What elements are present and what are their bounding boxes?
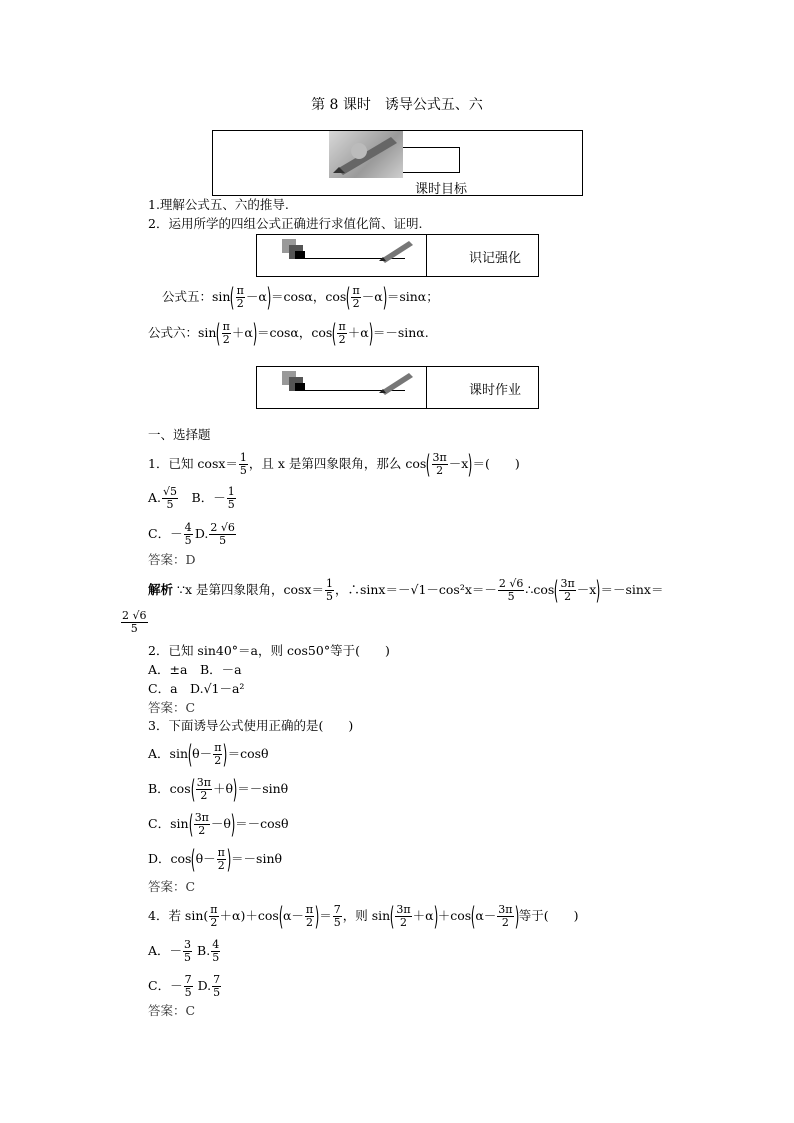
denominator: 2: [198, 824, 206, 837]
fraction: [222, 321, 231, 346]
question-3-answer: 答案：C: [148, 879, 196, 894]
paren: ): [252, 318, 258, 349]
text: ，∴sinx＝－√1－cos²x＝－: [334, 582, 497, 597]
question-4-options-ab: [148, 935, 221, 967]
option-label: B．－: [179, 490, 226, 505]
pen-icon: [377, 239, 417, 263]
fraction: [227, 486, 236, 511]
denominator: 2: [501, 916, 509, 929]
paren: (: [188, 809, 193, 840]
goal-2: 2．运用所学的四组公式正确进行求值化简、证明.: [148, 216, 423, 231]
formula-five: [162, 282, 439, 312]
formula-five-label: 公式五：: [162, 289, 213, 304]
fraction: [333, 904, 342, 929]
term: ＋θ: [213, 781, 234, 796]
numerator: π: [338, 320, 346, 333]
denominator: 5: [239, 464, 247, 477]
paren: ): [514, 901, 519, 932]
question-1-options-ab: [148, 482, 237, 514]
numerator: √5: [163, 485, 178, 498]
text: ＝－cosθ: [235, 816, 289, 831]
fraction: [337, 321, 346, 346]
text: B．cos: [148, 781, 191, 796]
question-2-options-ab: A．±a B．－a: [148, 662, 242, 677]
equals-text: ＝sinα；: [386, 289, 439, 304]
option-label: A．－: [148, 943, 183, 958]
numerator: 2 √6: [122, 609, 147, 622]
text: ＝－sinθ: [237, 781, 289, 796]
term: α－: [475, 908, 497, 923]
numerator: π: [305, 903, 314, 916]
objectives-banner: [212, 130, 583, 196]
question-1-options-cd: [148, 518, 237, 550]
objectives-label: 课时目标: [415, 182, 468, 197]
goal-1: 1.理解公式五、六的推导.: [148, 197, 289, 212]
denominator: 5: [333, 916, 341, 929]
option-label: A.: [148, 490, 162, 505]
numerator: π: [217, 846, 225, 859]
text: D．cos: [148, 851, 192, 866]
fraction: [236, 285, 245, 310]
fraction: [196, 777, 212, 802]
paren: (: [230, 282, 235, 313]
question-2-answer: 答案：C: [148, 700, 196, 715]
cos-text: cos: [325, 289, 347, 304]
option-label: C．－: [148, 526, 183, 541]
option-label: D.: [197, 978, 212, 993]
numerator: 2 √6: [498, 577, 524, 590]
fraction: [498, 578, 525, 603]
text: C．sin: [148, 816, 189, 831]
option-label: C．－: [148, 978, 183, 993]
text: 1．已知 cosx＝: [148, 456, 238, 471]
term: ＋α: [347, 325, 369, 340]
question-1-analysis-result: [120, 606, 149, 638]
question-4-options-cd: [148, 970, 222, 1002]
fraction: [184, 974, 193, 999]
memo-banner: [256, 234, 539, 277]
numerator: 3π: [560, 577, 575, 590]
denominator: 5: [219, 534, 227, 547]
denominator: 2: [306, 916, 313, 929]
question-2-stem: 2．已知 sin40°＝a，则 cos50°等于( ): [148, 643, 390, 658]
paren: (: [426, 449, 431, 480]
fraction: [497, 904, 513, 929]
paren: ): [223, 739, 228, 770]
paren: (: [278, 901, 284, 932]
text: A．sin: [148, 746, 188, 761]
denominator: 2: [352, 297, 360, 310]
denominator: 2: [222, 333, 230, 346]
question-4-stem: [148, 900, 578, 932]
text: ，且 x 是第四象限角，那么 cos: [248, 456, 427, 471]
fraction: [211, 939, 220, 964]
paren: ): [382, 282, 388, 313]
denominator: 5: [227, 498, 235, 511]
fraction: [213, 742, 222, 767]
numerator: 3π: [196, 776, 212, 789]
denominator: 5: [184, 986, 192, 999]
text: ，则 sin: [342, 908, 391, 923]
pen-icon: [329, 131, 403, 178]
fraction: [305, 904, 314, 929]
denominator: 2: [338, 333, 346, 346]
paren: ): [226, 844, 232, 875]
term: －α: [361, 289, 383, 304]
paren: ): [314, 901, 320, 932]
denominator: 5: [184, 951, 192, 964]
numerator: 1: [325, 577, 333, 590]
text: ＝( ): [472, 456, 520, 471]
numerator: 3: [184, 938, 192, 951]
denominator: 5: [507, 590, 515, 603]
paren: (: [187, 739, 193, 770]
option-label: B.: [197, 943, 211, 958]
fraction: [217, 847, 226, 872]
term: θ－: [195, 851, 216, 866]
squares-icon-3: [295, 383, 305, 391]
term: －x: [448, 456, 469, 471]
text: ＝－sinθ: [231, 851, 283, 866]
paren: ): [232, 774, 238, 805]
term: －α: [245, 289, 267, 304]
equals-text: ＝cosα，: [270, 289, 326, 304]
text: 4．若 sin(: [148, 908, 209, 923]
question-2-options-cd: C．a D.√1－a²: [148, 681, 245, 696]
denominator: 2: [217, 859, 225, 872]
denominator: 2: [400, 916, 407, 929]
fraction: [559, 578, 575, 603]
fraction: [351, 285, 360, 310]
term: θ－: [192, 746, 213, 761]
term: ＋α: [231, 325, 253, 340]
equals-text: ＝－sinα.: [372, 325, 429, 340]
fraction: [395, 904, 411, 929]
numerator: π: [236, 284, 244, 297]
question-3-option-c: [148, 808, 289, 840]
paren: (: [190, 774, 196, 805]
analysis-label: 解析: [148, 582, 174, 597]
paren: (: [332, 318, 337, 349]
sin-text: sin: [198, 325, 217, 340]
paren: ): [368, 318, 374, 349]
denominator: 2: [214, 754, 222, 767]
denominator: 2: [436, 464, 444, 477]
question-3-option-a: [148, 738, 269, 770]
term: －x: [576, 582, 597, 597]
numerator: 3π: [498, 903, 513, 916]
text: ＋cos: [437, 908, 472, 923]
sin-text: sin: [212, 289, 231, 304]
fraction: [239, 452, 248, 477]
numerator: π: [214, 741, 222, 754]
numerator: 4: [212, 938, 220, 951]
paren: (: [216, 318, 221, 349]
denominator: 2: [210, 916, 218, 929]
term: ＋α: [412, 908, 434, 923]
question-1-answer: 答案：D: [148, 552, 196, 567]
text: ＋α)＋cos: [219, 908, 279, 923]
text: ＝－sinx＝: [600, 582, 664, 597]
numerator: 1: [227, 485, 235, 498]
text: ∴cos: [525, 582, 555, 597]
numerator: 2 √6: [210, 521, 235, 534]
pen-icon: [377, 371, 417, 395]
page-title: 第 8 课时 诱导公式五、六: [311, 97, 483, 113]
fraction: [183, 939, 192, 964]
numerator: 7: [333, 903, 341, 916]
paren: ): [468, 449, 473, 480]
banner-divider: [426, 367, 427, 408]
fraction: [209, 904, 218, 929]
fraction: [209, 522, 236, 547]
paren: (: [346, 282, 351, 313]
homework-label: 课时作业: [469, 383, 522, 398]
question-4-answer: 答案：C: [148, 1003, 196, 1018]
pen-illustration: [329, 131, 403, 178]
denominator: 2: [236, 297, 244, 310]
memo-label: 识记强化: [469, 251, 522, 266]
term: α－: [282, 908, 304, 923]
question-3-option-d: [148, 843, 282, 875]
banner-bracket: [403, 147, 460, 173]
banner-divider: [426, 235, 427, 276]
numerator: π: [222, 320, 230, 333]
text: ＝cosθ: [227, 746, 269, 761]
denominator: 5: [184, 534, 192, 547]
paren: (: [470, 901, 476, 932]
fraction: [162, 486, 178, 511]
numerator: 7: [184, 973, 192, 986]
formula-six-label: 公式六：: [148, 325, 199, 340]
paren: ): [230, 809, 236, 840]
question-3-option-b: [148, 773, 288, 805]
paren: (: [390, 901, 395, 932]
paren: ): [433, 901, 438, 932]
fraction: [325, 578, 334, 603]
numerator: π: [210, 903, 218, 916]
equals-text: ＝cosα，: [256, 325, 312, 340]
text: 等于( ): [518, 908, 579, 923]
numerator: 7: [213, 973, 221, 986]
paren: ): [266, 282, 272, 313]
paren: (: [191, 844, 196, 875]
homework-banner: [256, 366, 539, 409]
formula-six: [148, 318, 429, 348]
question-3-stem: 3．下面诱导公式使用正确的是( ): [148, 718, 354, 733]
cos-text: cos: [311, 325, 333, 340]
fraction: [212, 974, 221, 999]
denominator: 2: [564, 590, 572, 603]
squares-icon-3: [295, 251, 305, 259]
paren: ): [596, 575, 601, 606]
fraction: [121, 610, 148, 635]
denominator: 5: [213, 986, 221, 999]
denominator: 5: [212, 951, 220, 964]
numerator: π: [352, 284, 360, 297]
numerator: 3π: [396, 903, 411, 916]
fraction: [184, 522, 193, 547]
numerator: 3π: [194, 811, 209, 824]
numerator: 4: [184, 521, 192, 534]
question-1-stem: [148, 448, 520, 480]
text: ∵x 是第四象限角，cosx＝: [177, 582, 324, 597]
denominator: 2: [200, 789, 208, 802]
numerator: 1: [239, 451, 247, 464]
paren: (: [554, 575, 559, 606]
term: －θ: [210, 816, 231, 831]
denominator: 5: [166, 498, 174, 511]
fraction: [432, 452, 448, 477]
option-label: D.: [194, 526, 209, 541]
denominator: 5: [325, 590, 333, 603]
text: ＝: [319, 908, 332, 923]
question-1-analysis: [148, 572, 663, 608]
denominator: 5: [130, 622, 138, 635]
section-heading: 一、选择题: [148, 427, 211, 442]
numerator: 3π: [432, 451, 447, 464]
fraction: [194, 812, 210, 837]
